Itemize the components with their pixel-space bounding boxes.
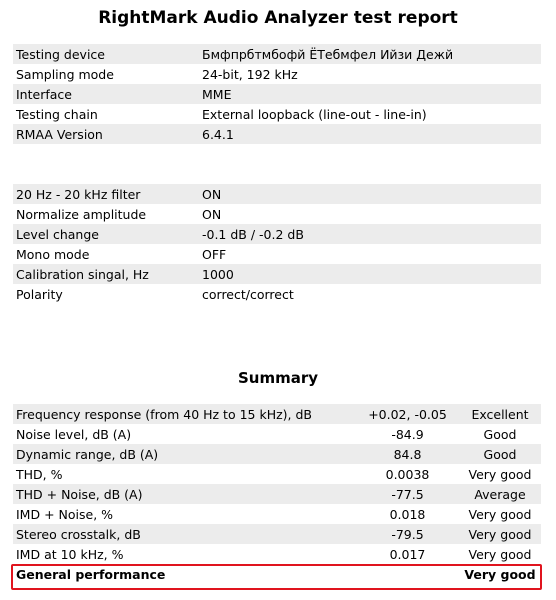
- row-value: ON: [199, 184, 541, 204]
- metric-label: IMD + Noise, %: [13, 504, 356, 524]
- metric-value: 84.8: [356, 444, 459, 464]
- row-label: Testing chain: [13, 104, 199, 124]
- row-label: 20 Hz - 20 kHz filter: [13, 184, 199, 204]
- row-label: RMAA Version: [13, 124, 199, 144]
- general-performance-spacer: [356, 564, 459, 584]
- table-row: [13, 444, 541, 464]
- row-value: correct/correct: [199, 284, 541, 304]
- row-label: Polarity: [13, 284, 199, 304]
- metric-value: +0.02, -0.05: [356, 404, 459, 424]
- table-row: [13, 124, 541, 144]
- row-label: Mono mode: [13, 244, 199, 264]
- row-value: 24-bit, 192 kHz: [199, 64, 541, 84]
- metric-rating: Very good: [459, 464, 541, 484]
- metric-label: THD + Noise, dB (A): [13, 484, 356, 504]
- table-row: [13, 64, 541, 84]
- table-row: [13, 424, 541, 444]
- table-row: [13, 504, 541, 524]
- row-value: 6.4.1: [199, 124, 541, 144]
- metric-value: -79.5: [356, 524, 459, 544]
- summary-title: Summary: [237, 369, 319, 387]
- table-row: [13, 464, 541, 484]
- general-performance-rating: Very good: [459, 564, 541, 584]
- device-info-table: [13, 44, 541, 144]
- metric-label: Stereo crosstalk, dB: [13, 524, 356, 544]
- metric-rating: Very good: [459, 544, 541, 564]
- metric-label: Frequency response (from 40 Hz to 15 kHz), dB: [13, 404, 356, 424]
- metric-value: 0.018: [356, 504, 459, 524]
- table-row: [13, 524, 541, 544]
- table-row: [13, 224, 541, 244]
- row-value: -0.1 dB / -0.2 dB: [199, 224, 541, 244]
- row-label: Sampling mode: [13, 64, 199, 84]
- table-row: [13, 404, 541, 424]
- metric-label: THD, %: [13, 464, 356, 484]
- row-label: Testing device: [13, 44, 199, 64]
- metric-value: -77.5: [356, 484, 459, 504]
- metric-rating: Very good: [459, 524, 541, 544]
- table-row: [13, 484, 541, 504]
- table-row: [13, 84, 541, 104]
- metric-rating: Average: [459, 484, 541, 504]
- general-performance-label: General performance: [13, 564, 356, 584]
- metric-label: Dynamic range, dB (A): [13, 444, 356, 464]
- test-settings-table: [13, 184, 541, 304]
- metric-rating: Very good: [459, 504, 541, 524]
- row-value: ON: [199, 204, 541, 224]
- metric-rating: Good: [459, 424, 541, 444]
- row-label: Interface: [13, 84, 199, 104]
- table-row: [13, 284, 541, 304]
- general-performance-row: [13, 564, 541, 584]
- row-label: Normalize amplitude: [13, 204, 199, 224]
- row-label: Level change: [13, 224, 199, 244]
- table-row: [13, 184, 541, 204]
- table-row: [13, 44, 541, 64]
- row-value: External loopback (line-out - line-in): [199, 104, 541, 124]
- row-value: 1000: [199, 264, 541, 284]
- metric-rating: Excellent: [459, 404, 541, 424]
- row-value: MME: [199, 84, 541, 104]
- metric-value: -84.9: [356, 424, 459, 444]
- table-row: [13, 544, 541, 564]
- row-label: Calibration singal, Hz: [13, 264, 199, 284]
- metric-label: Noise level, dB (A): [13, 424, 356, 444]
- report-title: RightMark Audio Analyzer test report: [98, 8, 458, 28]
- metric-label: IMD at 10 kHz, %: [13, 544, 356, 564]
- table-row: [13, 264, 541, 284]
- metric-value: 0.0038: [356, 464, 459, 484]
- table-row: [13, 244, 541, 264]
- metric-rating: Good: [459, 444, 541, 464]
- summary-table: [13, 404, 541, 584]
- table-row: [13, 104, 541, 124]
- metric-value: 0.017: [356, 544, 459, 564]
- table-row: [13, 204, 541, 224]
- row-value: OFF: [199, 244, 541, 264]
- row-value: Бмфпрбтмбофй ЁТебмфел Ийзи Дежй: [199, 44, 541, 64]
